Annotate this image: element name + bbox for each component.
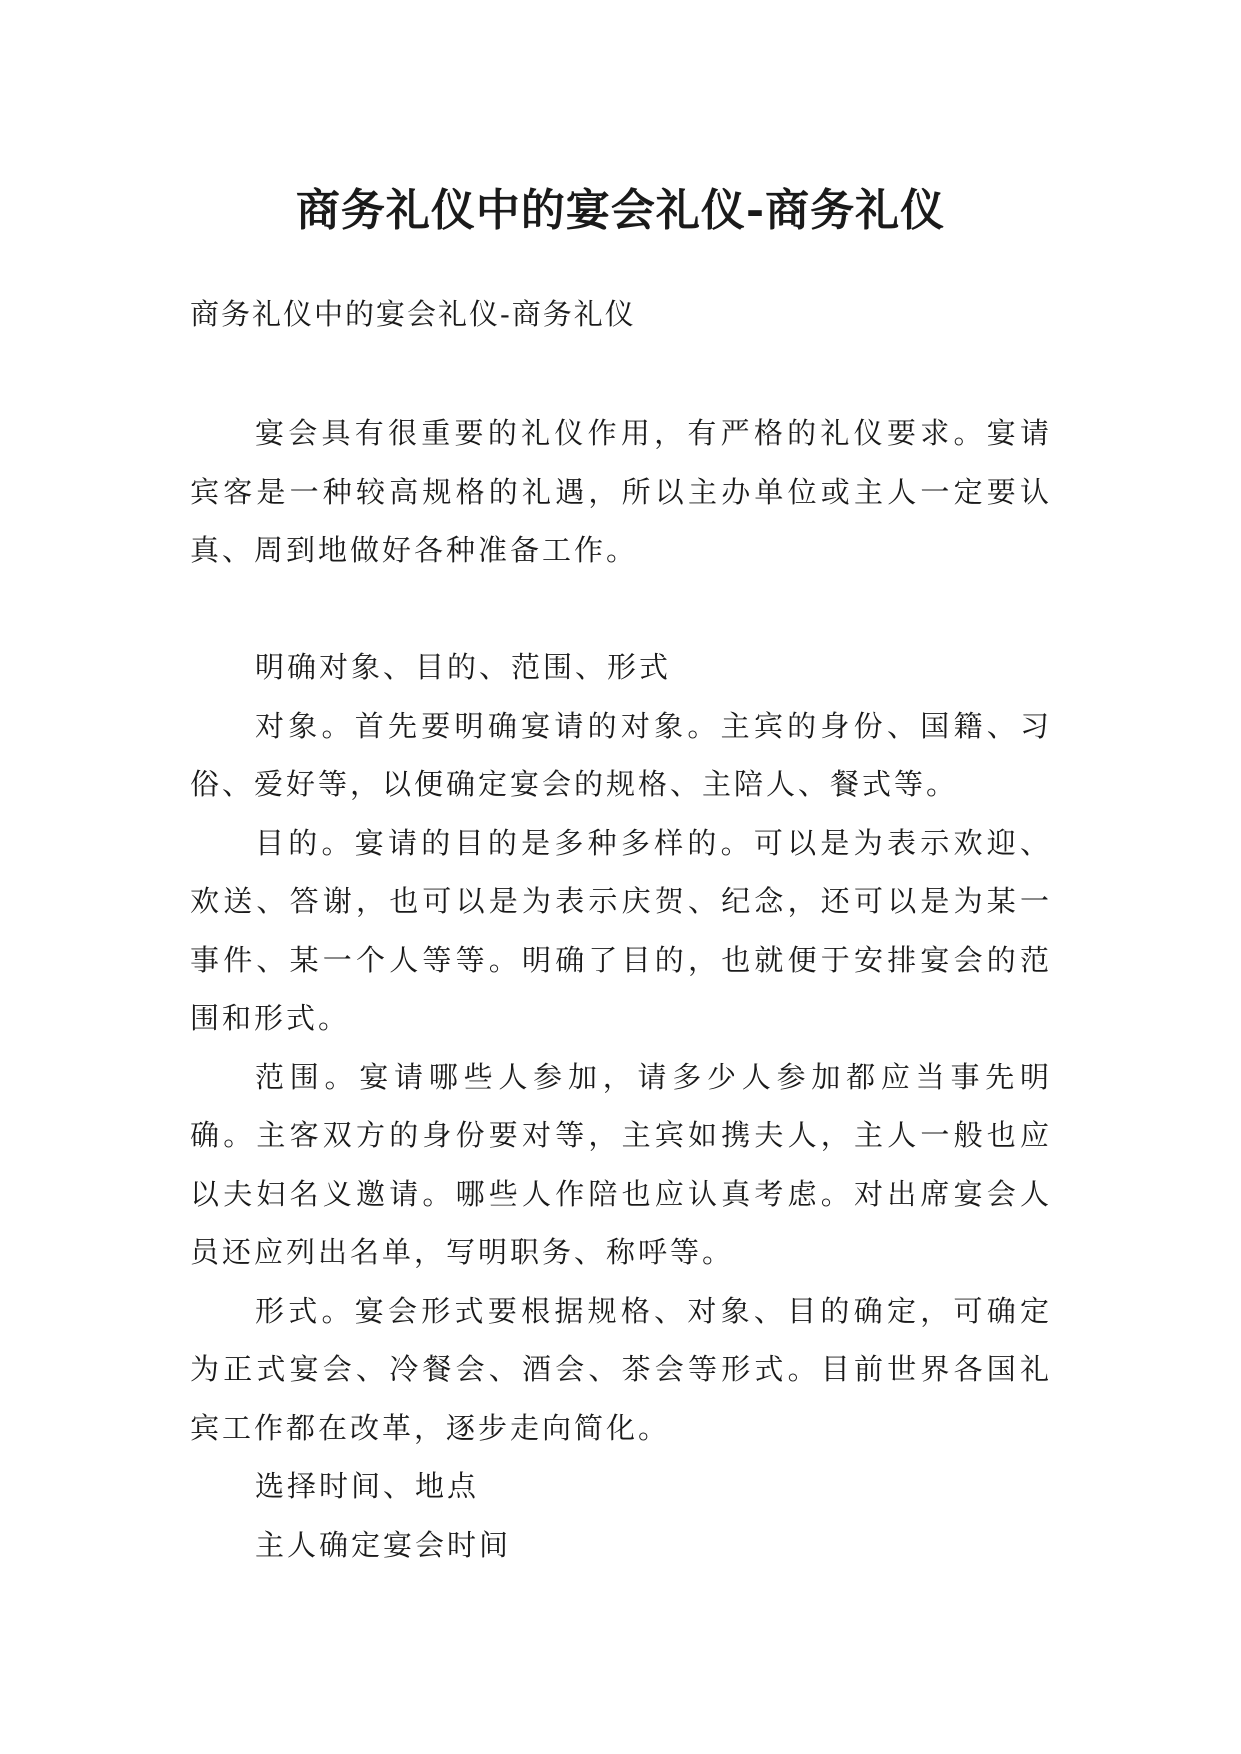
paragraph-purpose: 目的。宴请的目的是多种多样的。可以是为表示欢迎、欢送、答谢，也可以是为表示庆贺、纪念，还可以是为某一事件、某一个人等等。明确了目的，也就便于安排宴会的范围和形式。 [190, 825, 1052, 1035]
paragraph-intro: 宴会具有很重要的礼仪作用，有严格的礼仪要求。宴请宾客是一种较高规格的礼遇，所以主办单位或主人一定要认真、周到地做好各种准备工作。 [190, 416, 1052, 567]
paragraph-object: 对象。首先要明确宴请的对象。主宾的身份、国籍、习俗、爱好等，以便确定宴会的规格、主陪人、餐式等。 [190, 708, 1052, 801]
document-subtitle: 商务礼仪中的宴会礼仪-商务礼仪 [190, 297, 636, 331]
section-heading-object-purpose-scope-form: 明确对象、目的、范围、形式 [255, 650, 672, 684]
document-title: 商务礼仪中的宴会礼仪-商务礼仪 [295, 185, 946, 237]
section-heading-time-place: 选择时间、地点 [255, 1469, 480, 1503]
paragraph-scope: 范围。宴请哪些人参加，请多少人参加都应当事先明确。主客双方的身份要对等，主宾如携夫人，主人一般也应以夫妇名义邀请。哪些人作陪也应认真考虑。对出席宴会人员还应列出名单，写明职务、称呼等。 [190, 1059, 1052, 1269]
document-body [190, 404, 1052, 1574]
paragraph-form: 形式。宴会形式要根据规格、对象、目的确定，可确定为正式宴会、冷餐会、酒会、茶会等形式。目前世界各国礼宾工作都在改革，逐步走向简化。 [190, 1293, 1052, 1445]
paragraph-spacer [190, 580, 1052, 639]
paragraph-host-time: 主人确定宴会时间 [255, 1527, 512, 1562]
